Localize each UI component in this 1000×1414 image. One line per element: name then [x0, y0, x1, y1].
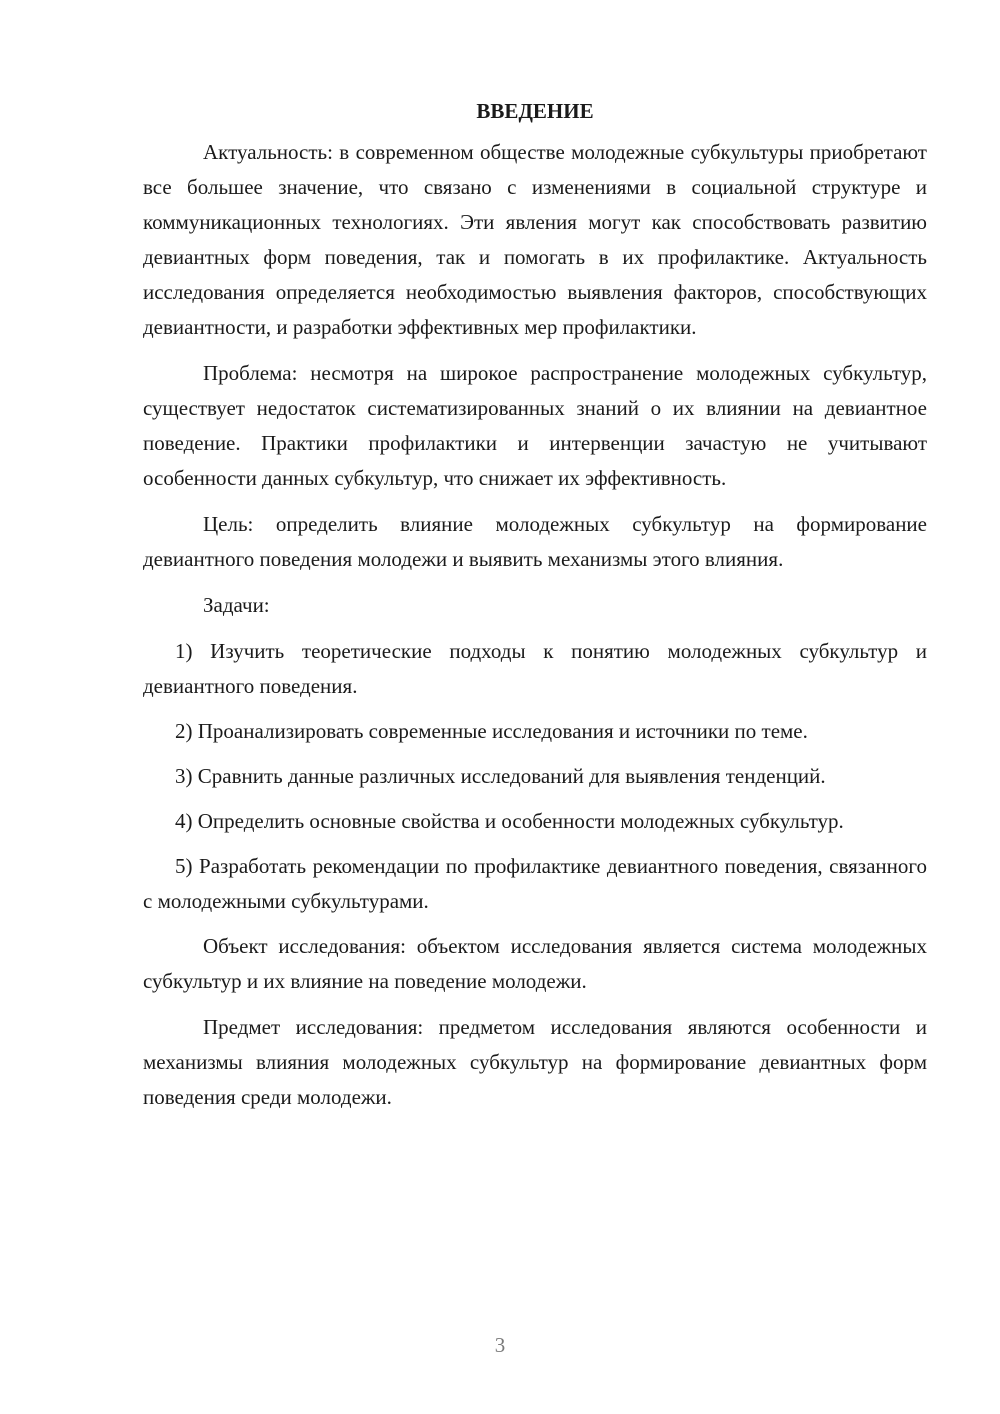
goal-paragraph: Цель: определить влияние молодежных субкультур на формирование девиантного поведения молодежи и выявить механизмы этого влияния.: [143, 512, 927, 571]
tasks-label: Задачи:: [203, 593, 270, 617]
object-paragraph: Объект исследования: объектом исследования является система молодежных субкультур и их влияние на поведение молодежи.: [143, 934, 927, 993]
document-page: [143, 94, 927, 1126]
subject-paragraph: Предмет исследования: предметом исследования являются особенности и механизмы влияния молодежных субкультур на формирование девиантных форм поведения среди молодежи.: [143, 1015, 927, 1109]
task-item: 5) Разработать рекомендации по профилактике девиантного поведения, связанного с молодежными субкультурами.: [143, 854, 927, 913]
page-number: 3: [494, 1333, 506, 1357]
problem-paragraph: Проблема: несмотря на широкое распространение молодежных субкультур, существует недостаток систематизированных знаний о их влиянии на девиантное поведение. Практики профилактики и интервенции зачастую не учитывают особенности данных субкультур, что снижает их эффективность.: [143, 361, 927, 490]
task-item: 3) Сравнить данные различных исследований для выявления тенденций.: [175, 764, 826, 788]
task-item: 2) Проанализировать современные исследования и источники по теме.: [175, 719, 808, 743]
task-item: 1) Изучить теоретические подходы к понятию молодежных субкультур и девиантного поведения.: [143, 639, 927, 698]
page-title: ВВЕДЕНИЕ: [476, 99, 594, 123]
relevance-paragraph: Актуальность: в современном обществе молодежные субкультуры приобретают все большее значение, что связано с изменениями в социальной структуре и коммуникационных технологиях. Эти явления могут как способствовать развитию девиантных форм поведения, так и помогать в их профилактике. Актуальность исследования определяется необходимостью выявления факторов, способствующих девиантности, и разработки эффективных мер профилактики.: [143, 140, 927, 339]
task-item: 4) Определить основные свойства и особенности молодежных субкультур.: [175, 809, 844, 833]
